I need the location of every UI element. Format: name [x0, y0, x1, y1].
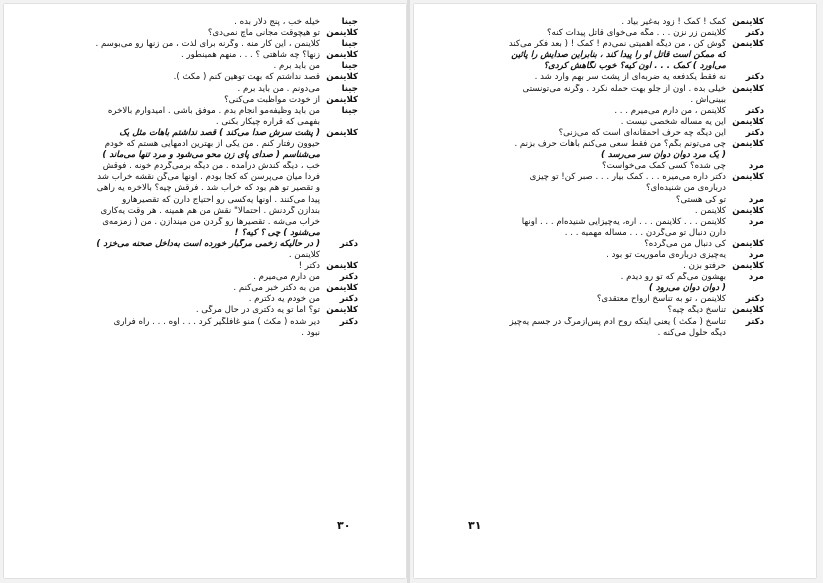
dialogue-text: تو هیچوقت مجانی ماچ نمی‌دی؟	[207, 28, 320, 39]
dialogue-line	[18, 61, 358, 72]
speaker-name: دکتر	[745, 28, 764, 39]
dialogue-text: گوش کن ، من دیگه اهمیتی نمی‌دم ! کمک ! ( بعد فکر می‌کند	[508, 39, 726, 50]
dialogue-line	[432, 183, 764, 194]
dialogue-line	[18, 294, 358, 305]
speaker-name: کلاینمن	[326, 72, 358, 83]
dialogue-text: ( پشت سرش صدا می‌کند ) قصد نداشتم باهات مثل یک	[119, 127, 320, 138]
speaker-name	[726, 61, 764, 72]
dialogue-line	[18, 128, 358, 139]
speaker-name	[320, 150, 358, 161]
dialogue-text: ببینی‌اش .	[690, 94, 726, 105]
right-page-number: ۳۱	[468, 519, 482, 532]
speaker-name	[320, 172, 358, 183]
dialogue-text: نه فقط یکدفعه یه ضربه‌ای از پشت سر بهم وارد شد .	[534, 72, 726, 83]
dialogue-line	[18, 195, 358, 206]
dialogue-text: کلاینمن ، این کار منه . وگرنه برای لذت ، من زنها رو می‌بوسم .	[95, 39, 320, 50]
left-page-number: ۳۰	[337, 519, 351, 532]
dialogue-line	[18, 305, 358, 316]
dialogue-line	[432, 72, 764, 83]
dialogue-line	[432, 150, 764, 161]
dialogue-line	[432, 283, 764, 294]
dialogue-text: دیر شده ( مکث ) منو غافلگیر کرد . . . اوه . . . راه فراری	[113, 316, 320, 327]
speaker-name	[726, 283, 764, 294]
speaker-name: دکتر	[745, 127, 764, 138]
dialogue-text: درباره‌ی من شنیده‌ای؟	[645, 183, 726, 194]
speaker-name	[726, 50, 764, 61]
speaker-name: جینا	[341, 61, 358, 72]
speaker-name	[726, 95, 764, 106]
dialogue-line	[432, 239, 764, 250]
dialogue-text: من خودم یه دکترم .	[248, 294, 320, 305]
speaker-name	[320, 117, 358, 128]
dialogue-text: ( یک مرد دوان دوان سر می‌رسد )	[601, 150, 726, 161]
dialogue-line	[432, 250, 764, 261]
speaker-name	[320, 206, 358, 217]
dialogue-text: کلاینمن .	[694, 205, 726, 216]
speaker-name: جینا	[341, 105, 358, 116]
dialogue-line	[432, 305, 764, 316]
dialogue-text: قصد نداشتم که بهت توهین کنم ( مکث ).	[173, 72, 320, 83]
dialogue-line	[432, 106, 764, 117]
dialogue-line	[18, 239, 358, 250]
speaker-name	[320, 161, 358, 172]
speaker-name: کلاینمن	[326, 305, 358, 316]
dialogue-line	[18, 117, 358, 128]
dialogue-line	[432, 61, 764, 72]
speaker-name: کلاینمن	[326, 94, 358, 105]
dialogue-text: این یه مساله شخصی نیست .	[620, 116, 726, 127]
dialogue-line	[432, 294, 764, 305]
speaker-name	[726, 228, 764, 239]
dialogue-text: کی دنبال من می‌گرده؟	[644, 238, 726, 249]
speaker-name: دکتر	[339, 316, 358, 327]
dialogue-text: کمک ! کمک ! زود به‌غیر بیاد .	[621, 17, 726, 27]
speaker-name: کلاینمن	[732, 17, 764, 27]
dialogue-text: دکتر !	[298, 261, 320, 272]
speaker-name: دکتر	[745, 72, 764, 83]
speaker-name	[726, 328, 764, 339]
dialogue-text: این دیگه چه حرف احمقانه‌ای است که می‌زنی؟	[558, 127, 726, 138]
speaker-name	[320, 250, 358, 261]
dialogue-line	[432, 206, 764, 217]
speaker-name: مرد	[748, 272, 764, 283]
dialogue-line	[432, 317, 764, 328]
dialogue-text: خیلی بده . اون از جلو بهت حمله نکرد . وگرنه می‌تونستی	[522, 83, 726, 94]
dialogue-text: تو کی هستی؟	[675, 194, 726, 205]
dialogue-text: دیگه حلول می‌کنه .	[657, 327, 726, 338]
dialogue-line	[18, 39, 358, 50]
speaker-name: مرد	[748, 216, 764, 227]
dialogue-line	[18, 72, 358, 83]
dialogue-text: ( در حالیکه زخمی مرگبار خورده است به‌داخل صحنه می‌خزد )	[96, 238, 320, 249]
dialogue-line	[432, 328, 764, 339]
dialogue-line	[18, 272, 358, 283]
dialogue-line	[18, 228, 358, 239]
dialogue-text: کلاینمن . . . کلاینمن . . . آره، یه‌چیزایی شنیده‌ام . . . اونها	[521, 216, 726, 227]
dialogue-text: می‌شناسم ( صدای پای زن محو می‌شود و مرد تنها می‌ماند )	[102, 150, 320, 161]
dialogue-line	[432, 39, 764, 50]
left-page	[4, 4, 406, 578]
dialogue-text: دکتر داره می‌میره . . . کمک بیار . . . صبر کن! تو چیزی	[529, 172, 726, 183]
dialogue-line	[18, 139, 358, 150]
dialogue-line	[432, 195, 764, 206]
dialogue-line	[432, 228, 764, 239]
speaker-name	[320, 183, 358, 194]
speaker-name: دکتر	[339, 294, 358, 305]
speaker-name	[726, 150, 764, 161]
dialogue-text: حرفتو بزن .	[683, 261, 726, 272]
dialogue-line	[432, 128, 764, 139]
dialogue-line	[18, 17, 358, 28]
dialogue-line	[432, 272, 764, 283]
dialogue-text: من به دکتر خبر می‌کنم .	[233, 283, 320, 294]
dialogue-text: من باید وظیفه‌مو انجام بدم . موفق باشی . امیدوارم بالاخره	[107, 105, 320, 116]
dialogue-line	[18, 161, 358, 172]
dialogue-text: یه‌چیزی درباره‌ی ماموریت تو بود .	[606, 249, 726, 260]
dialogue-text: چی می‌تونم بگم؟ من فقط سعی می‌کنم باهات حرف بزنم .	[514, 139, 726, 150]
dialogue-line	[432, 95, 764, 106]
dialogue-text: تو؟ اما تو یه دکتری در حال مرگی .	[195, 305, 320, 316]
speaker-name	[320, 139, 358, 150]
dialogue-text: خراب می‌شه . تقصیرها رو گردن من میندازن . من ( زمزمه‌ی	[102, 216, 320, 227]
speaker-name: کلاینمن	[732, 83, 764, 94]
speaker-name: کلاینمن	[732, 305, 764, 316]
speaker-name	[320, 217, 358, 228]
dialogue-line	[432, 217, 764, 228]
right-page	[414, 4, 816, 578]
dialogue-line	[18, 328, 358, 339]
dialogue-text: بفهمی که قراره چیکار بکنی .	[215, 116, 320, 127]
speaker-name: جینا	[341, 17, 358, 27]
dialogue-line	[432, 17, 764, 28]
dialogue-text: که ممکن است قاتل او را پیدا کند ، بنابراین صدایش را پائین	[511, 50, 726, 61]
dialogue-line	[18, 150, 358, 161]
dialogue-line	[18, 50, 358, 61]
speaker-name: کلاینمن	[732, 261, 764, 272]
dialogue-text: از خودت مواظبت می‌کنی؟	[224, 94, 320, 105]
dialogue-text: خب ، دیگه کندش درآمده . من دیگه برمی‌گردم خونه . فوقش	[102, 161, 320, 172]
speaker-name: کلاینمن	[326, 28, 358, 39]
speaker-name: دکتر	[339, 272, 358, 283]
dialogue-line	[18, 183, 358, 194]
dialogue-line	[432, 84, 764, 95]
dialogue-line	[432, 50, 764, 61]
dialogue-line	[432, 28, 764, 39]
dialogue-line	[432, 117, 764, 128]
dialogue-text: دارن دنبال تو می‌گردن . . . مساله مهمیه . . .	[564, 227, 726, 238]
dialogue-text: کلاینمن ، تو به تناسخ ارواح معتقدی؟	[596, 294, 726, 305]
dialogue-line	[18, 317, 358, 328]
speaker-name: دکتر	[339, 238, 358, 249]
speaker-name: مرد	[748, 194, 764, 205]
dialogue-text: فردا میان می‌پرسن که کجا بودم . اونها می‌گن نقشه خراب شد	[97, 172, 320, 183]
dialogue-text: من دارم می‌میرم .	[253, 272, 320, 283]
dialogue-line	[432, 172, 764, 183]
speaker-name: کلاینمن	[732, 238, 764, 249]
speaker-name: مرد	[748, 161, 764, 172]
speaker-name	[726, 183, 764, 194]
speaker-name: کلاینمن	[732, 116, 764, 127]
speaker-name: کلاینمن	[732, 139, 764, 150]
speaker-name: جینا	[341, 83, 358, 94]
dialogue-text: نبود .	[301, 327, 320, 338]
dialogue-text: می‌دونم . من باید برم .	[237, 83, 320, 94]
dialogue-text: کلاینمن ، من دارم می‌میرم . . .	[614, 105, 726, 116]
speaker-name: کلاینمن	[732, 39, 764, 50]
speaker-name: کلاینمن	[326, 50, 358, 61]
speaker-name: جینا	[341, 39, 358, 50]
right-page-text	[432, 17, 764, 339]
dialogue-line	[18, 217, 358, 228]
dialogue-line	[18, 250, 358, 261]
dialogue-line	[18, 283, 358, 294]
dialogue-text: من باید برم .	[273, 61, 320, 72]
dialogue-text: بهشون می‌گم که تو رو دیدم .	[620, 272, 726, 283]
dialogue-text: ( دوان دوان می‌رود )	[648, 283, 726, 294]
speaker-name: کلاینمن	[732, 205, 764, 216]
book-gutter	[407, 0, 410, 583]
dialogue-text: چی شده؟ کسی کمک می‌خواست؟	[602, 161, 726, 172]
dialogue-text: تناسخ ( مکث ) یعنی اینکه روح آدم پس‌ازمرگ در جسم یه‌چیز	[509, 316, 726, 327]
dialogue-line	[432, 161, 764, 172]
dialogue-text: زنها؟ چه شاهتی ؟ . . . منهم همینطور .	[181, 50, 320, 61]
speaker-name	[320, 328, 358, 339]
dialogue-line	[18, 172, 358, 183]
dialogue-text: تناسخ دیگه چیه؟	[667, 305, 726, 316]
dialogue-line	[432, 261, 764, 272]
dialogue-text: بندازن گردنش . احتمالا" نقش من هم همینه . هر وقت یه‌کاری	[100, 205, 320, 216]
speaker-name: کلاینمن	[326, 127, 358, 138]
speaker-name	[320, 228, 358, 239]
speaker-name: دکتر	[745, 316, 764, 327]
speaker-name: دکتر	[745, 294, 764, 305]
speaker-name: کلاینمن	[732, 172, 764, 183]
dialogue-line	[432, 139, 764, 150]
dialogue-text: کلاینمن .	[288, 249, 320, 260]
dialogue-line	[18, 84, 358, 95]
left-page-text	[18, 17, 358, 339]
speaker-name	[320, 195, 358, 206]
speaker-name: کلاینمن	[326, 261, 358, 272]
dialogue-text: کلاینمن زر نزن . . . مگه می‌خوای قاتل پیدات کنه؟	[546, 28, 726, 39]
speaker-name: دکتر	[745, 105, 764, 116]
dialogue-text: و تقصیر تو هم بود که خراب شد . فرقش چیه؟ بالاخره یه راهی	[96, 183, 320, 194]
speaker-name: کلاینمن	[326, 283, 358, 294]
dialogue-text: می‌شنود ) چی ؟ کیه؟ !	[234, 227, 320, 238]
dialogue-text: می‌آورد ) کمک . . . اون کیه؟ خوب نگاهش کردی؟	[543, 61, 726, 72]
speaker-name: مرد	[748, 249, 764, 260]
dialogue-text: پیدا می‌کنند . اونها یه‌کسی رو احتیاج دارن که تقصیرهارو	[122, 194, 320, 205]
dialogue-line	[18, 106, 358, 117]
dialogue-line	[18, 95, 358, 106]
dialogue-line	[18, 28, 358, 39]
dialogue-text: حیوون رفتار کنم . من یکی از بهترین آدمهایی هستم که خودم	[104, 139, 320, 150]
dialogue-text: خیله خب ، پنج دلار بده .	[234, 17, 320, 27]
dialogue-line	[18, 261, 358, 272]
dialogue-line	[18, 206, 358, 217]
